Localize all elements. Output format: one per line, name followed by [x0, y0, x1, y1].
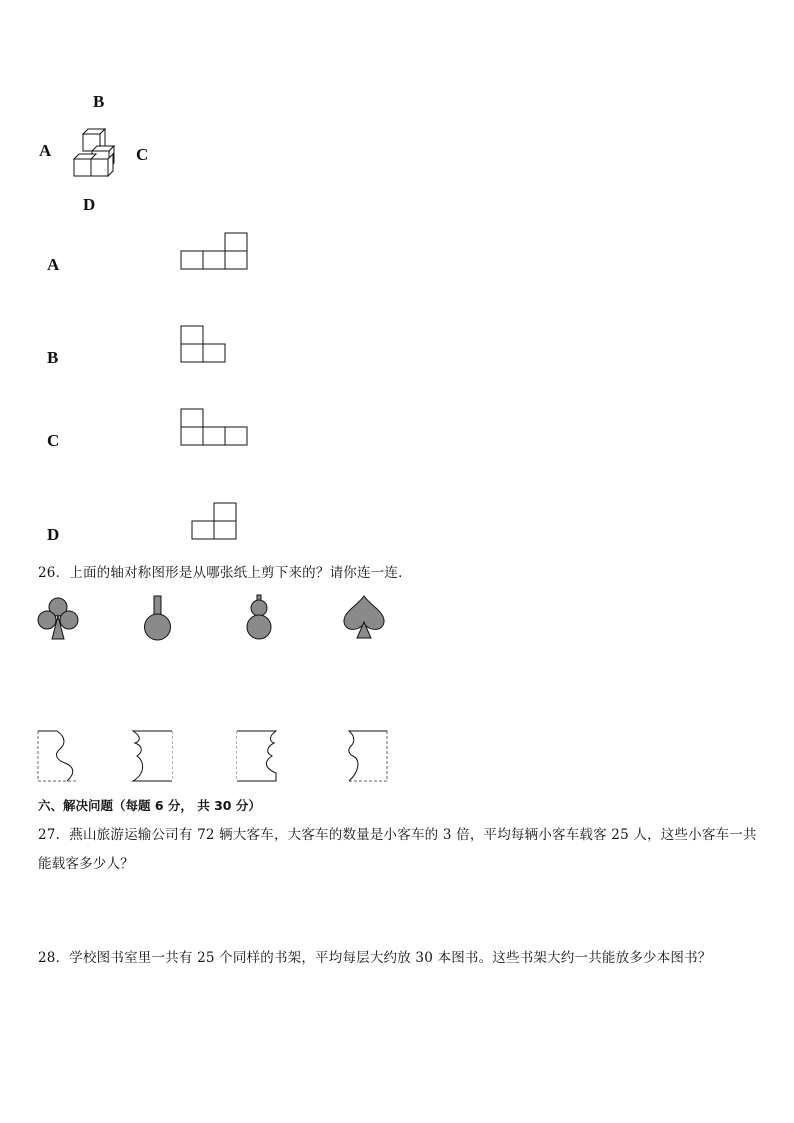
flask-icon: [142, 594, 174, 642]
option-d-view: [191, 502, 241, 542]
option-b-view: [180, 325, 230, 365]
question-27-text-line2: 能载客多少人？: [38, 856, 134, 872]
option-a-label: A: [47, 255, 60, 274]
paper-cut-2: [131, 730, 176, 784]
question-28-text: 学校图书室里一共有 25 个同样的书架，平均每层大约放 30 本图书。这些书架大约一共能放多少本图书？: [69, 950, 712, 966]
cube-label-b: B: [93, 92, 105, 111]
question-26-number: 26．: [38, 565, 70, 581]
question-27-text-line1: 燕山旅游运输公司有 72 辆大客车，大客车的数量是小客车的 3 倍，平均每辆小客车载客 25 人，这些小客车一共: [69, 827, 757, 843]
question-28-number: 28．: [38, 950, 70, 966]
question-26: [38, 561, 412, 581]
club-icon: [37, 596, 79, 642]
section-6-title: 六、解决问题（每题 6 分， 共 30 分）: [38, 798, 261, 813]
paper-cut-3: [236, 730, 281, 784]
option-b-label: B: [47, 348, 59, 367]
question-27-number: 27．: [38, 827, 70, 843]
option-d-label: D: [47, 525, 60, 544]
paper-cut-4: [343, 730, 391, 784]
option-c-view: [180, 408, 252, 448]
question-26-text: 上面的轴对称图形是从哪张纸上剪下来的？请你连一连．: [69, 565, 412, 581]
option-a-view: [180, 232, 250, 272]
cube-label-a: A: [39, 141, 52, 160]
cube-stack-figure: [70, 124, 122, 180]
question-28: [38, 946, 712, 966]
option-c-label: C: [47, 431, 60, 450]
cube-label-d: D: [83, 195, 96, 214]
question-27-line1: [38, 823, 757, 843]
paper-cut-1: [37, 730, 82, 784]
cube-label-c: C: [136, 145, 149, 164]
spade-icon: [341, 594, 387, 642]
gourd-icon: [243, 594, 275, 642]
